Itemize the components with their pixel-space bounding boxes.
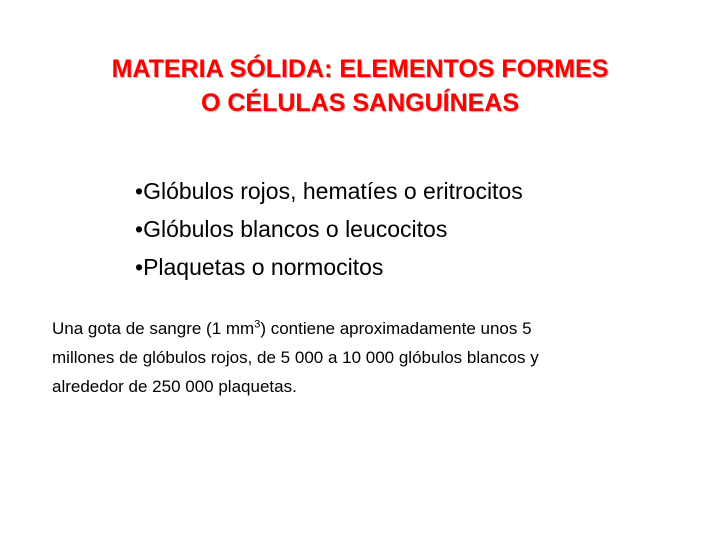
- slide-title: [0, 52, 720, 120]
- bullet-text: Glóbulos rojos, hematíes o eritrocitos: [143, 178, 523, 204]
- bullet-list: [135, 172, 523, 286]
- bullet-item-globulos-rojos: [135, 172, 523, 210]
- bullet-text: Glóbulos blancos o leucocitos: [143, 216, 448, 242]
- bullet-icon: •: [135, 254, 144, 280]
- bullet-icon: •: [135, 178, 144, 204]
- paragraph-line-1-start: Una gota de sangre (1 mm: [52, 319, 255, 338]
- bullet-icon: •: [135, 216, 144, 242]
- bullet-text: Plaquetas o normocitos: [143, 254, 384, 280]
- paragraph-line-2: millones de glóbulos rojos, de 5 000 a 10 000 glóbulos blancos y: [52, 348, 539, 367]
- bullet-item-globulos-blancos: [135, 210, 523, 248]
- description-paragraph: [52, 314, 692, 401]
- paragraph-line-1: [52, 314, 692, 343]
- paragraph-line-3: alrededor de 250 000 plaquetas.: [52, 377, 297, 396]
- bullet-item-plaquetas: [135, 248, 523, 286]
- cubic-superscript: 3: [254, 318, 261, 331]
- paragraph-line-1-end: ) contiene aproximadamente unos 5: [260, 319, 532, 338]
- slide-title-line-1: MATERIA SÓLIDA: ELEMENTOS FORMES: [111, 55, 609, 83]
- slide-title-line-2: O CÉLULAS SANGUÍNEAS: [200, 89, 520, 117]
